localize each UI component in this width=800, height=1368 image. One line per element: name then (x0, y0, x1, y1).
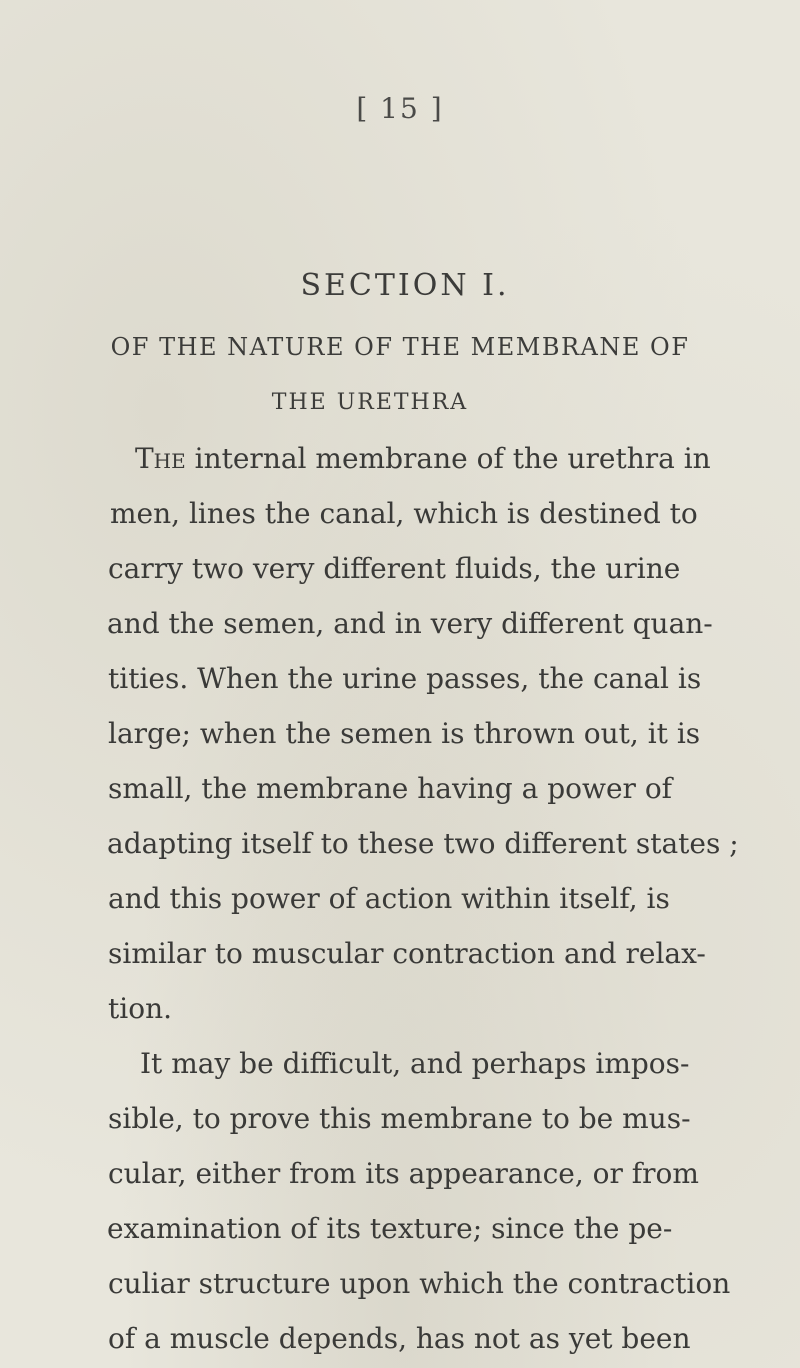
paragraph-1-line-2: men, lines the canal, which is destined to (110, 497, 698, 530)
paragraph-1-line-10: similar to muscular contraction and relax- (108, 937, 706, 970)
chapter-heading-line-1: OF THE NATURE OF THE MEMBRANE OF (110, 333, 690, 361)
paragraph-1-line-3: carry two very different fluids, the urine (108, 552, 681, 585)
paragraph-1-line-5: tities. When the urine passes, the canal is (108, 662, 702, 695)
chapter-heading-line-2: THE URETHRA (271, 390, 469, 415)
paragraph-1-line-4: and the semen, and in very different quan- (107, 607, 713, 640)
page-number: [ 15 ] (356, 92, 444, 125)
section-title: SECTION I. (300, 268, 510, 303)
paragraph-1-line-1 (0, 442, 800, 475)
paragraph-1-line-11: tion. (108, 992, 172, 1025)
paragraph-1-line-6: large; when the semen is thrown out, it is (108, 717, 701, 750)
paragraph-line-text: internal membrane of the urethra in (194, 442, 711, 475)
paragraph-1-line-8: adapting itself to these two different states ; (107, 827, 739, 860)
paragraph-2-line-5: culiar structure upon which the contraction (108, 1267, 731, 1300)
paragraph-1-line-9: and this power of action within itself, is (108, 882, 670, 915)
paragraph-2-line-2: sible, to prove this membrane to be mus- (108, 1102, 691, 1135)
paragraph-2-line-4: examination of its texture; since the pe- (107, 1212, 673, 1245)
drop-word: The (135, 442, 186, 475)
paragraph-1-line-7: small, the membrane having a power of (108, 772, 673, 805)
paragraph-2-line-6: of a muscle depends, has not as yet been (108, 1322, 691, 1355)
paragraph-2-line-1: It may be difficult, and perhaps impos- (140, 1047, 690, 1080)
paragraph-2-line-3: cular, either from its appearance, or from (108, 1157, 699, 1190)
